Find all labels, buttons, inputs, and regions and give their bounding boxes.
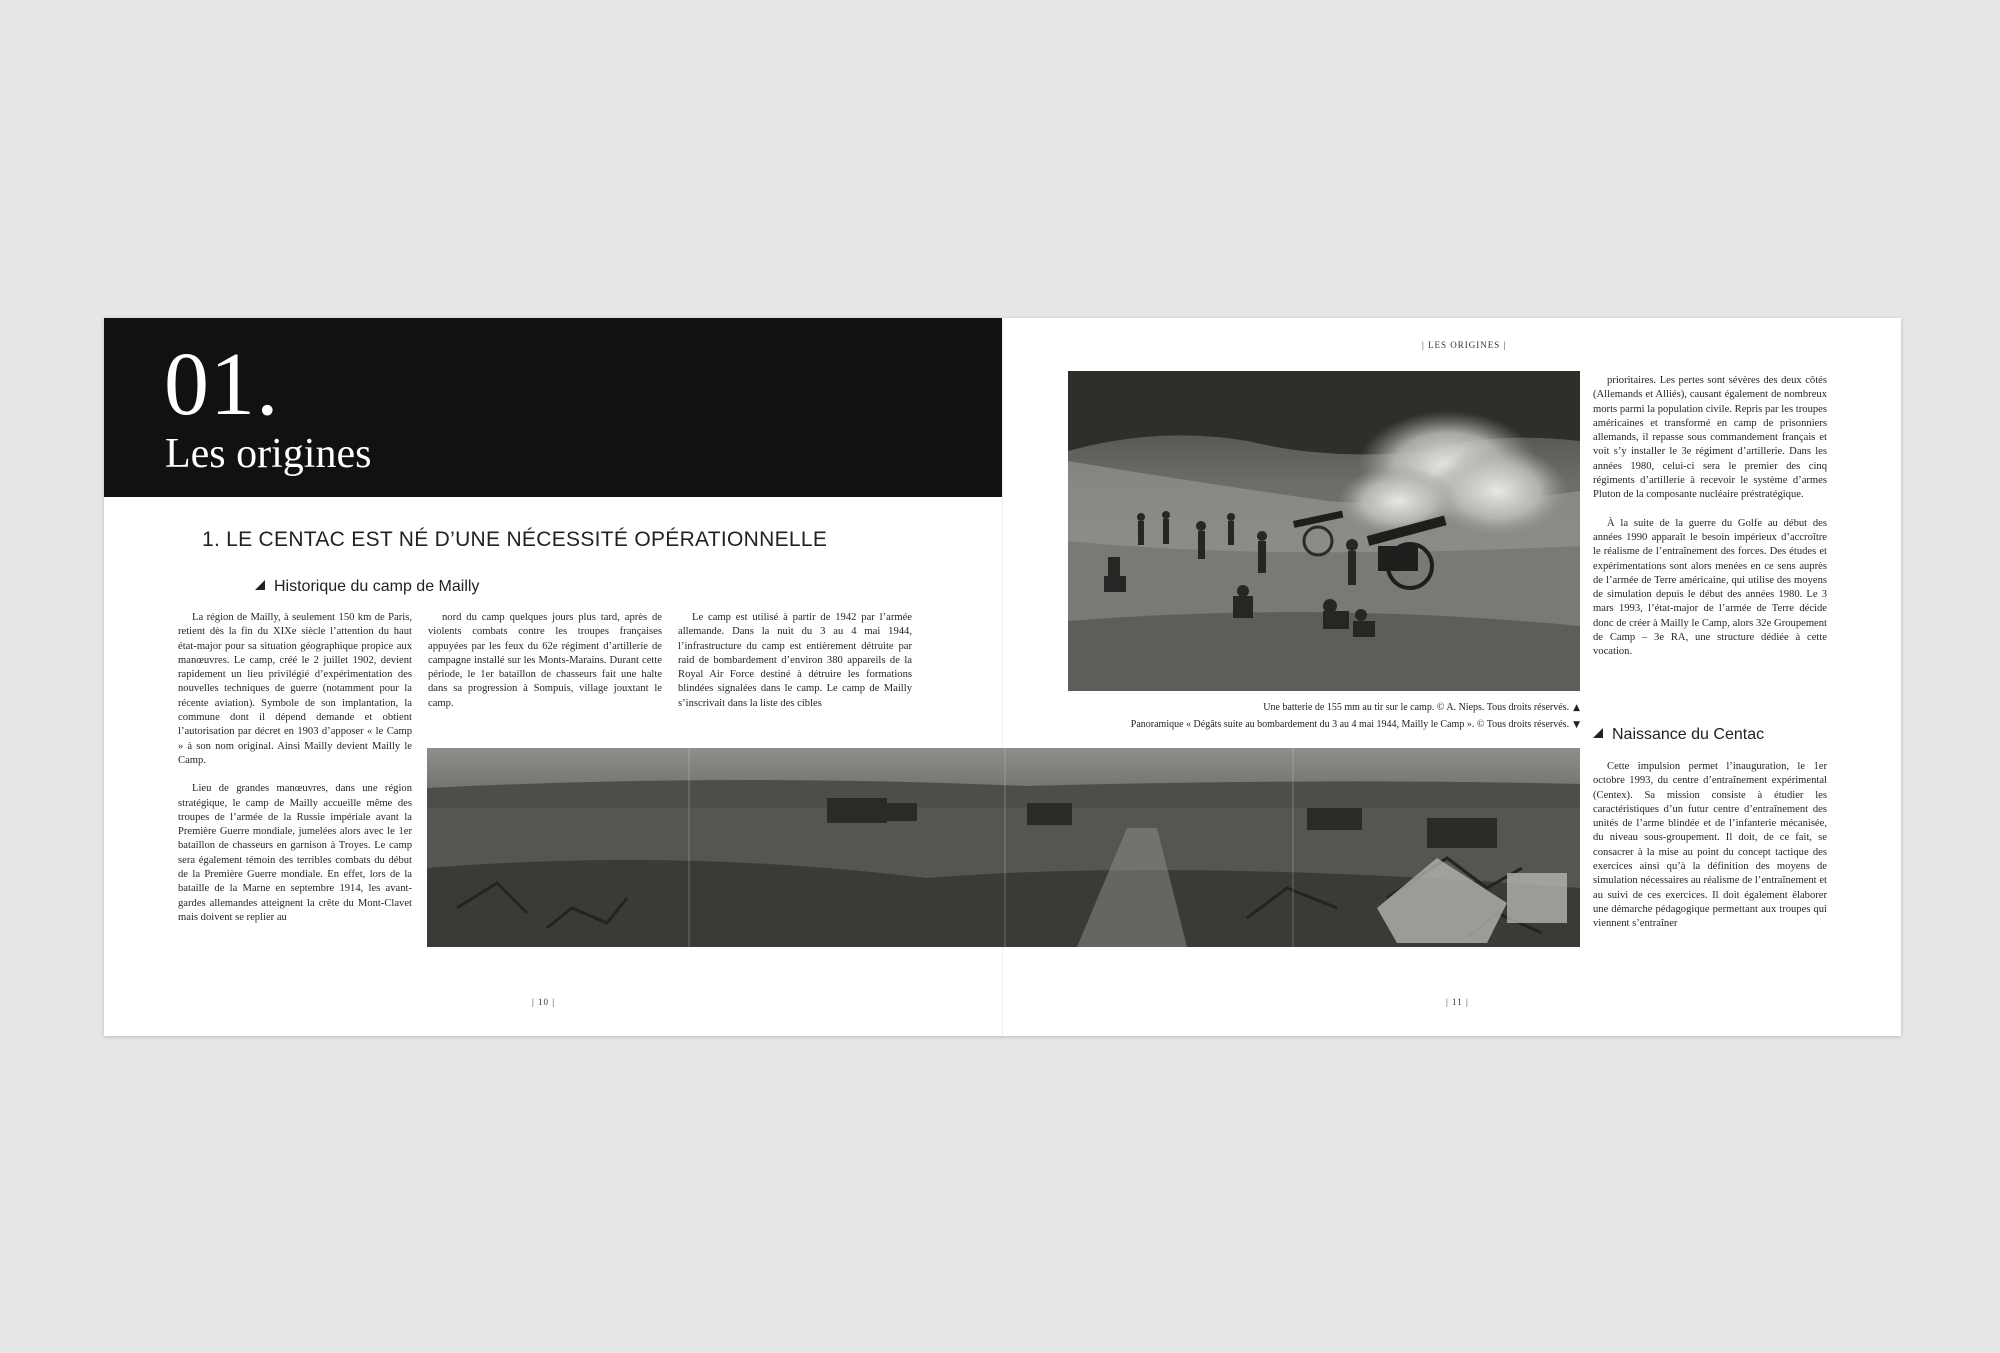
artillery-photo [1068, 371, 1580, 691]
text-column-3 [678, 611, 912, 711]
page-number-right: | 11 | [1446, 997, 1469, 1007]
arrow-down-icon: ▼ [1573, 720, 1580, 730]
subheading-naissance [1593, 726, 1764, 744]
paragraph: nord du camp quelques jours plus tard, après de violents combats contre les troupes françaises appuyées par les feux du 62e régiment d’artillerie de campagne installé sur les Monts-Marains. Durant cette période, le 1er bataillon de chasseurs fait une halte dans sa progression à Sompuis, village jouxtant le camp. [428, 612, 662, 709]
subheading-label: Naissance du Centac [1612, 726, 1765, 743]
paragraph: À la suite de la guerre du Golfe au début des années 1990 apparaît le besoin impérieux d’accroître le réalisme de l’entraînement des forces. Des études et expérimentations sont alors menées en ce sens auprès de l’armée de Terre américaine, qui utilise des moyens de simulation depuis le début des années 1980. Le 3 mars 1993, l’état-major de l’armée de Terre décide donc de créer à Mailly le Camp, alors 32e Groupement de Camp – 3e RA, une structure dédiée à cette vocation. [1593, 517, 1827, 658]
paragraph: prioritaires. Les pertes sont sévères des deux côtés (Allemands et Alliés), causant également de nombreux morts parmi la population civile. Repris par les troupes américaines et transformé en camp de prisonniers allemands, il repasse sous commandement français et voit s’y installer le 3e régiment d’artillerie. Dans les années 1980, celui-ci sera le premier des cinq régiments d’artillerie à recevoir le système d’armes Pluton de la composante nucléaire préstratégique. [1593, 375, 1827, 501]
panorama-photo-graphic [427, 748, 1580, 947]
text-column-2 [428, 611, 662, 711]
paragraph: Le camp est utilisé à partir de 1942 par l’armée allemande. Dans la nuit du 3 au 4 mai 1944, l’infrastructure du camp est entièrement détruite par raid de bombardement d’environ 380 appareils de la Royal Air Force destiné à détruire les formations blindées signalées dans le camp. Le camp de Mailly s’inscrivait dans la liste des cibles [678, 612, 912, 709]
section-heading [202, 528, 827, 552]
text-column-1 [178, 611, 412, 925]
caption-panorama-text: Panoramique « Dégâts suite au bombardement du 3 au 4 mai 1944, Mailly le Camp ». © Tous droits réservés. [1130, 719, 1570, 730]
triangle-icon [255, 580, 265, 590]
arrow-up-icon: ▲ [1573, 703, 1580, 713]
subheading-historique [255, 578, 479, 596]
chapter-banner [104, 318, 1002, 497]
caption-artillery [1263, 702, 1580, 713]
running-head: | LES ORIGINES | [1422, 340, 1507, 350]
artillery-photo-graphic [1068, 371, 1580, 691]
triangle-icon [1593, 728, 1603, 738]
text-column-4 [1593, 374, 1827, 660]
paragraph: Cette impulsion permet l’inauguration, le 1er octobre 1993, du centre d’entraînement expérimental (Centex). Sa mission consiste à étudier les caractéristiques d’un futur centre d’entraînement des unités de l’arme blindée et de l’infanterie mécanisée, du niveau sous-groupement. Il doit, de ce fait, se consacrer à la mise au point du concept tactique des exercices ainsi qu’à la définition des moyens de simulation nécessaires au réalisme de l’entraînement et au suivi de ces exercices. Il doit également élaborer une démarche pédagogique permettant aux troupes qui viennent s’entraîner [1593, 761, 1827, 930]
paragraph: Lieu de grandes manœuvres, dans une région stratégique, le camp de Mailly accueille même des troupes de l’armée de la Russie impériale avant la Première Guerre mondiale, jumelées alors avec le 1er bataillon de chasseurs en garnison à Troyes. Le camp sera également témoin des terribles combats du début de la Première Guerre mondiale. En effet, lors de la bataille de la Marne en septembre 1914, les avant-gardes allemandes atteignent la crête du Mont-Clavet mais doivent se replier au [178, 783, 412, 923]
chapter-title: Les origines [165, 431, 372, 477]
book-spread [104, 318, 1901, 1036]
paragraph: La région de Mailly, à seulement 150 km de Paris, retient dès la fin du XIXe siècle l’attention du haut état-major pour sa situation géographique propice aux manœuvres. Le camp, créé le 2 juillet 1902, devient rapidement un lieu privilégié d’expérimentation des nouvelles techniques de guerre (notamment pour la récente aviation). Symbole de son implantation, la commune dont il dépend demande et obtient l’autorisation par décret en 1903 d’apposer « le Camp » à son nom original. Ainsi Mailly devient Mailly le Camp. [178, 612, 412, 766]
section-number: 1. [202, 528, 221, 551]
text-column-5 [1593, 760, 1827, 932]
subheading-label: Historique du camp de Mailly [274, 578, 480, 595]
section-title: LE CENTAC EST NÉ D’UNE NÉCESSITÉ OPÉRATIONNELLE [226, 528, 828, 551]
page-number-left: | 10 | [532, 997, 556, 1007]
caption-artillery-text: Une batterie de 155 mm au tir sur le camp. © A. Nieps. Tous droits réservés. [1263, 702, 1570, 713]
chapter-number: 01. [164, 335, 280, 434]
caption-panorama [1131, 719, 1580, 730]
panorama-photo [427, 748, 1580, 947]
